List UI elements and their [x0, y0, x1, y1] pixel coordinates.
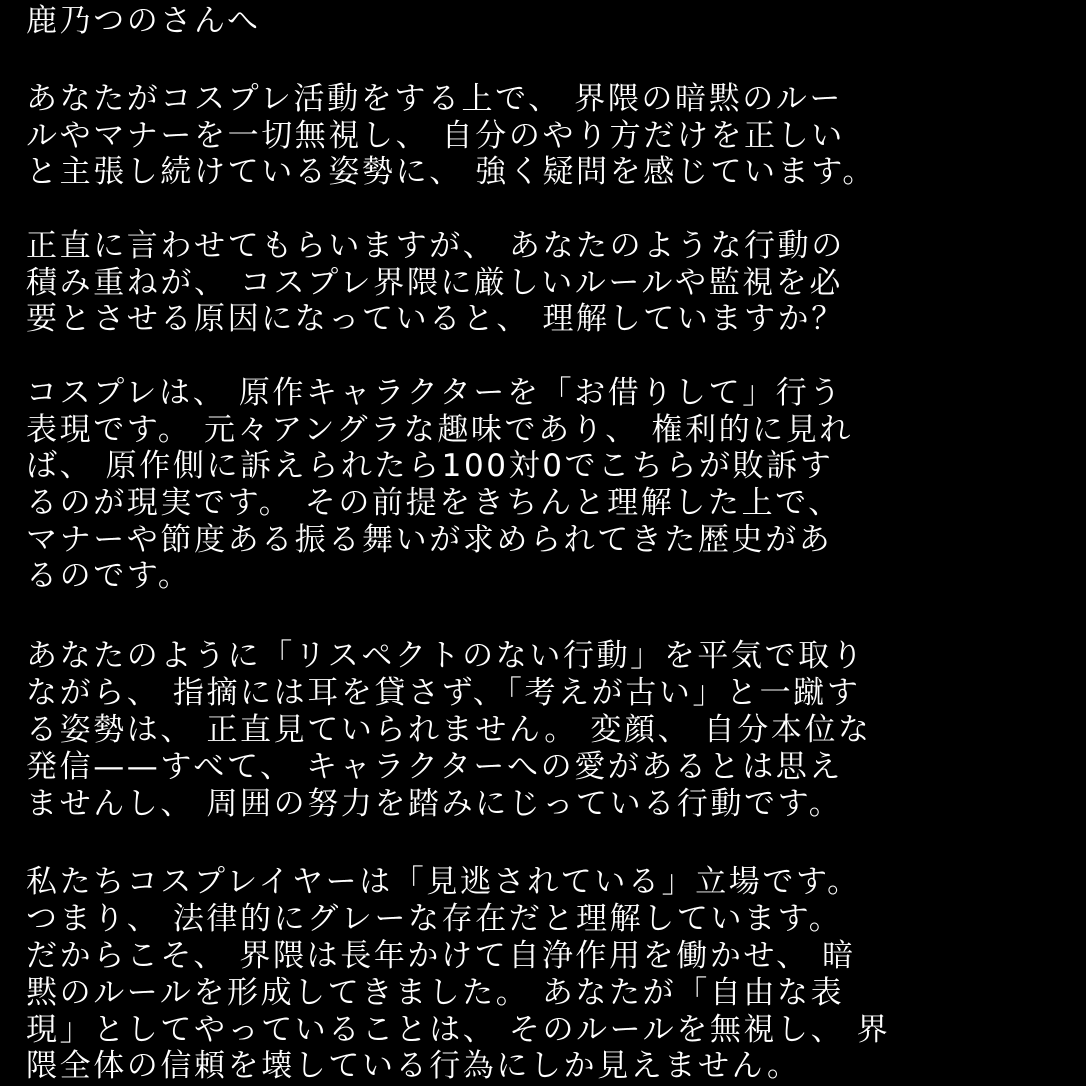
paragraph-2-line-1: 正直に言わせてもらいますが、 あなたのような行動の: [26, 228, 845, 264]
paragraph-5-line-6: 隈全体の信頼を壊している行為にしか見えません。: [26, 1048, 801, 1084]
paragraph-1-line-2: ルやマナーを一切無視し、 自分のやり方だけを正しい: [26, 118, 845, 154]
paragraph-4-line-1: あなたのように「リスペクトのない行動」を平気で取り: [26, 638, 866, 674]
paragraph-5-line-4: 黙のルールを形成してきました。 あなたが「自由な表: [26, 975, 845, 1011]
paragraph-5-line-1: 私たちコスプレイヤーは「見逃されている」立場です。: [26, 864, 861, 900]
paragraph-4-line-4: 発信——すべて、 キャラクターへの愛があるとは思え: [26, 749, 843, 785]
paragraph-1-line-3: と主張し続けている姿勢に、 強く疑問を感じています。: [26, 154, 876, 190]
paragraph-5-line-5: 現」としてやっていることは、 そのルールを無視し、 界: [26, 1012, 891, 1048]
paragraph-3-line-2: 表現です。 元々アングラな趣味であり、 権利的に見れ: [26, 412, 853, 448]
paragraph-4-line-5: ませんし、 周囲の努力を踏みにじっている行動です。: [26, 786, 843, 822]
paragraph-2-line-3: 要とさせる原因になっていると、 理解していますか？: [26, 301, 845, 337]
greeting-line: 鹿乃つのさんへ: [26, 3, 261, 39]
paragraph-3-line-6: るのです。: [26, 558, 192, 594]
paragraph-1-line-1: あなたがコスプレ活動をする上で、 界隈の暗黙のルー: [26, 81, 843, 117]
paragraph-5-line-3: だからこそ、 界隈は長年かけて自浄作用を働かせ、 暗: [26, 938, 856, 974]
paragraph-5-line-2: つまり、 法律的にグレーな存在だと理解しています。: [26, 901, 843, 937]
paragraph-3-line-3: ば、 原作側に訴えられたら100対0でこちらが敗訴す: [26, 448, 834, 484]
paragraph-4-line-3: る姿勢は、 正直見ていられません。 変顔、 自分本位な: [26, 712, 872, 748]
paragraph-3-line-5: マナーや節度ある振る舞いが求められてきた歴史があ: [26, 522, 833, 558]
paragraph-3-line-1: コスプレは、 原作キャラクターを「お借りして」行う: [26, 375, 843, 411]
paragraph-2-line-2: 積み重ねが、 コスプレ界隈に厳しいルールや監視を必: [26, 265, 843, 301]
paragraph-4-line-2: ながら、 指摘には耳を貸さず、「考えが古い」と一蹴す: [26, 675, 861, 711]
paragraph-3-line-4: るのが現実です。 その前提をきちんと理解した上で、: [26, 485, 842, 521]
